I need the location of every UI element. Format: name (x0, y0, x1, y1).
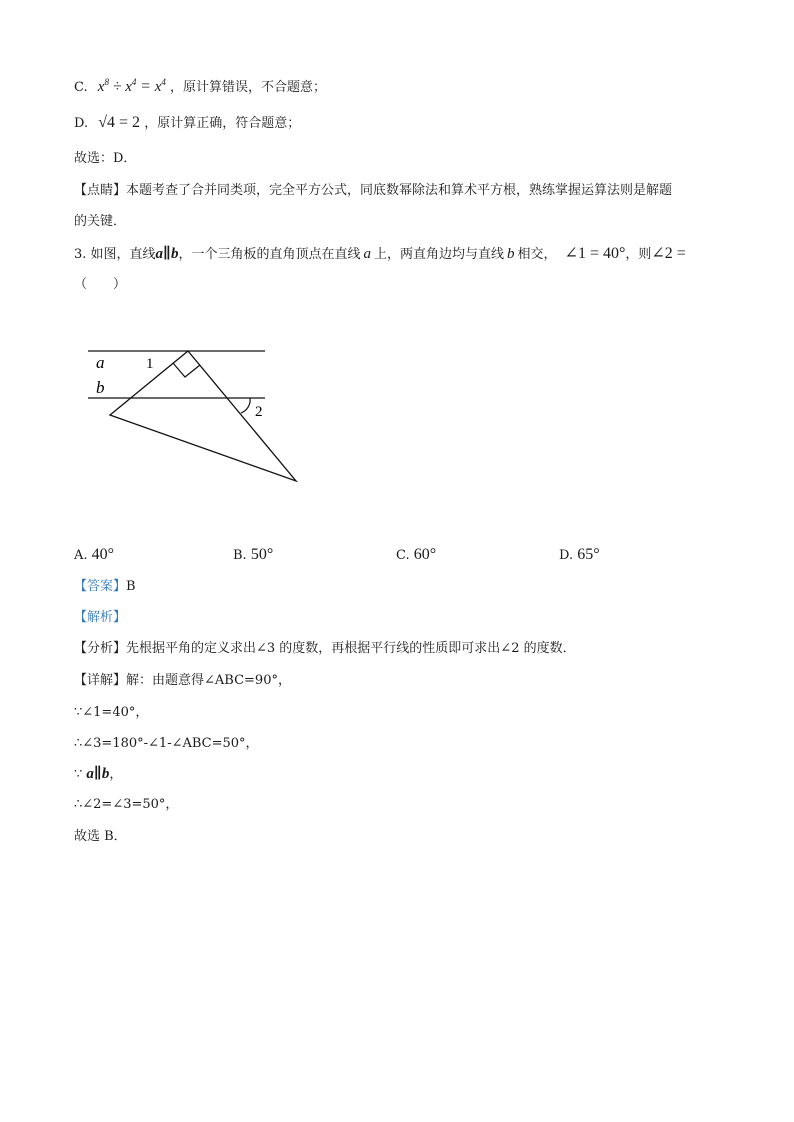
detail-line-1: 【详解】解：由题意得∠ABC=90°， (74, 673, 291, 688)
angle-2-query: ∠2 = (651, 245, 686, 262)
answer-value: B (126, 579, 136, 594)
remark-line-1: 【点睛】本题考查了合并同类项，完全平方公式，同底数幂除法和算术平方根，熟练掌握运算法则是解题 (74, 183, 673, 198)
triangle-ruler (110, 351, 296, 481)
answer-tag: 【答案】 (74, 579, 127, 594)
detail-line-3: ∴∠3=180°-∠1-∠ABC=50°， (74, 736, 259, 751)
geometry-diagram (80, 335, 310, 495)
option-c-comment: ，原计算错误，不合题意； (170, 80, 327, 95)
option-d-line (74, 113, 300, 134)
analysis-tag: 【解析】 (74, 610, 127, 625)
choice-c: C. 60° (396, 546, 437, 563)
remark-line-2: 的关键． (74, 214, 127, 229)
choice-b: B. 50° (233, 546, 274, 563)
label-angle-1: 1 (146, 356, 154, 372)
detail-line-6: 故选 B． (74, 829, 127, 844)
option-d-expression: √4 = 2 (98, 114, 141, 131)
question-stem: 3. 如图，直线a∥b，一个三角板的直角顶点在直线 a 上，两直角边均与直线 b 相交， ∠1 = 40°，则∠2 = (74, 245, 686, 262)
geometry-figure (80, 335, 310, 499)
choose-d-text: 故选：D． (74, 151, 137, 166)
answer-line (74, 577, 136, 597)
label-a: a (96, 353, 105, 372)
option-d-comment: ，原计算正确，符合题意； (144, 116, 301, 131)
detail-line-2: ∵∠1=40°， (74, 705, 149, 720)
option-c-label: C. (74, 80, 88, 95)
angle-1-condition: ∠1 = 40° (564, 245, 626, 262)
detail-line-5: ∴∠2=∠3=50°， (74, 797, 179, 812)
choice-d: D. 65° (559, 546, 600, 563)
option-c-expression: $x^8 \div x^4 = x^4$ (97, 77, 166, 95)
label-b: b (96, 378, 105, 397)
choice-a: A. 40° (74, 546, 115, 563)
label-angle-2: 2 (255, 404, 263, 420)
option-c-line (74, 72, 326, 98)
detail-line-4: ∵ a∥b， (74, 766, 123, 782)
question-paren: （ ） (74, 277, 127, 292)
right-angle-mark (173, 363, 200, 377)
angle-2-arc (241, 398, 250, 413)
option-d-label: D. (74, 116, 89, 131)
fenxi-line: 【分析】先根据平角的定义求出∠3 的度数，再根据平行线的性质即可求出∠2 的度数． (74, 641, 576, 656)
